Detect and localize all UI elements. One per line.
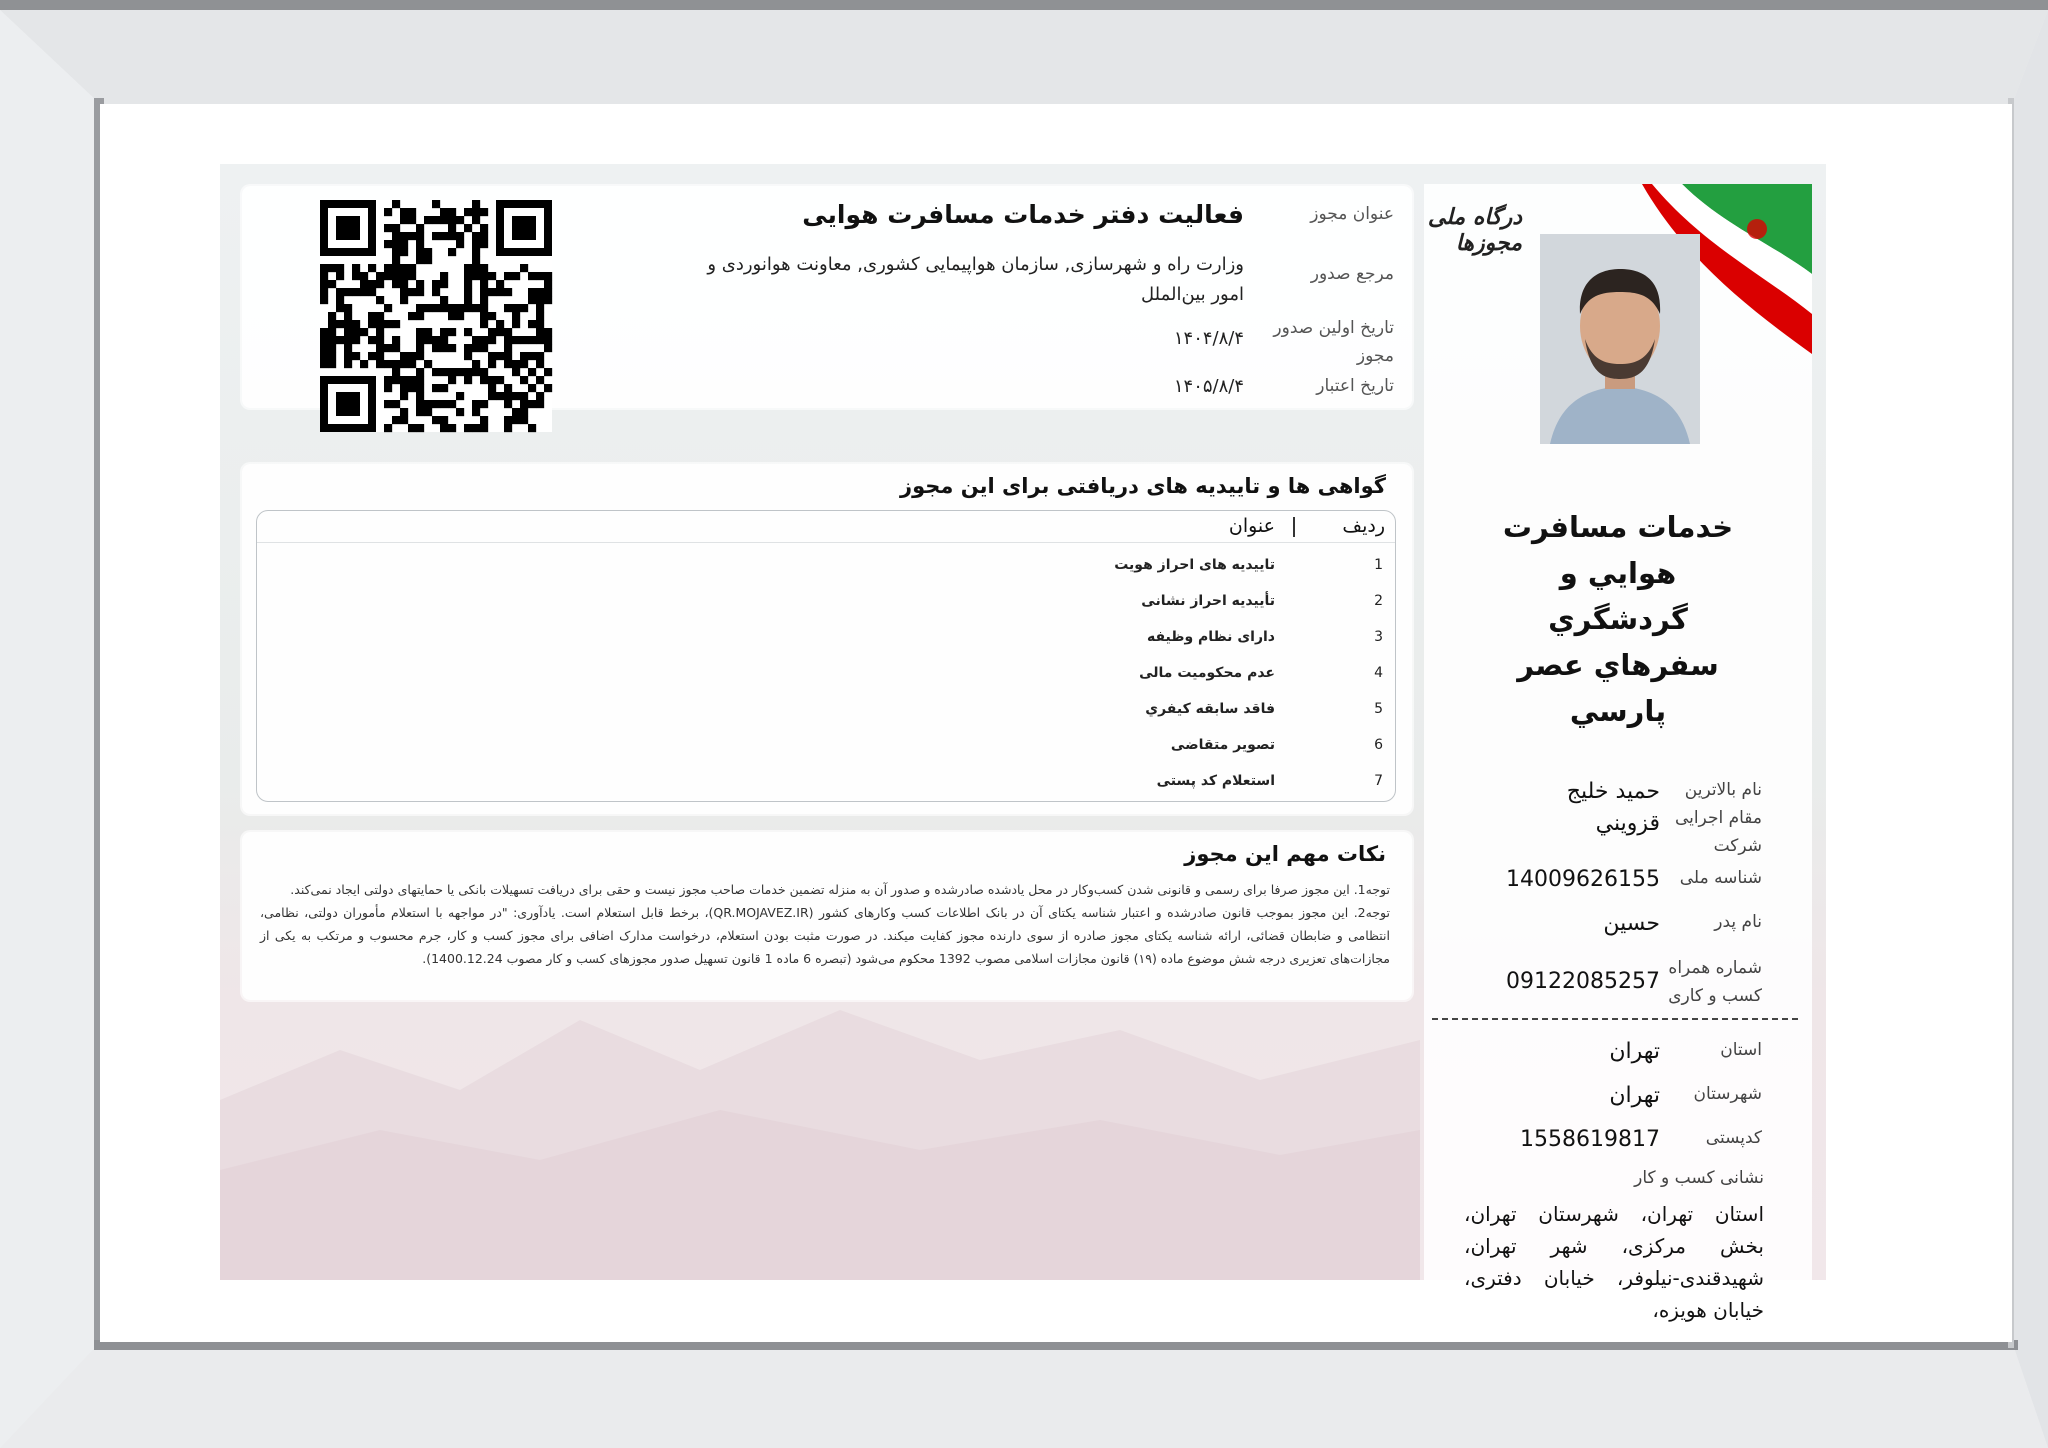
address-label: نشانی کسب و کار [1634,1168,1764,1188]
certificates-card [242,464,1412,814]
field-city: شهرستان تهران [1609,1083,1762,1108]
notes-body [260,878,1390,970]
col-title-header: عنوان [1228,515,1275,537]
holder-photo [1540,234,1700,444]
table-row: 5 فاقد سابقه کيفري [1145,701,1383,717]
table-row: 3 دارای نظام وظیفه [1146,629,1383,645]
license-validity: ۱۴۰۵/۸/۴ [1173,376,1244,397]
table-row: 4 عدم محکومیت مالی [1139,665,1383,681]
field-executive: نام بالاترین مقام اجرایی شرکت حمید خلیج قزويني [1566,779,1762,856]
note-1: توجه1. این مجوز صرفا برای رسمی و قانونی شدن کسب‌وکار در محل یادشده صادرشده و صدور آن به منزله تضمین خدمات صاحب مجوز نیست و حقی برای دریافت تسهیلات بانکی یا حمایتهای دولتی ایجاد نمی‌کند. [290,882,1390,897]
table-header [257,511,1395,543]
col-row-header: ردیف [1342,515,1385,537]
table-row: 7 استعلام کد پستی [1156,773,1383,789]
field-national-id: شناسه ملی 14009626155 [1506,867,1762,892]
important-notes-card [242,832,1412,1000]
license-issuer-row: مرجع صدور وزارت راه و شهرسازی, سازمان هواپیمایی کشوری, معاونت هوانوردی و امور بین‌الملل [684,250,1394,310]
license-issuer: وزارت راه و شهرسازی, سازمان هواپیمایی کشوری, معاونت هوانوردی و امور بین‌الملل [707,254,1244,305]
table-row: 6 تصویر متقاضی [1170,737,1383,753]
note-2: توجه2. این مجوز بموجب قانون صادرشده و اعتبار شناسه یکتای آن در بانک اطلاعات کسب وکارهای کشور (QR.MOJAVEZ.IR)، برخط قابل استعلام است. یادآوری: "در مواجهه با استعلام مأموران دولتی، نظامی، انتظامی و ضابطان قضائی، ارائه شناسه یکتای مجوز صادره از سوی دارنده مجوز کفایت میکند. در صورت مثبت بودن استعلام، درخواست مدارک اضافی برای مجوز کسب و کار، جرم محسوب و مرتکب به یکی از مجازات‌های تعزیری درجه شش موضوع ماده (۱۹) قانون مجازات اسلامی مصوب 1392 محکوم می‌شود (تبصره 6 ماده 1 قانون تسهیل صدور مجوزهای کسب و کار مصوب 1400.12.24). [260,905,1390,966]
field-postal-code: کدپستی 1558619817 [1520,1127,1762,1152]
license-title: فعالیت دفتر خدمات مسافرت هوایی [802,200,1244,229]
mountain-background [220,980,1420,1280]
license-validity-row: تاریخ اعتبار ۱۴۰۵/۸/۴ [684,372,1394,402]
license-first-issue: ۱۴۰۴/۸/۴ [1173,328,1244,349]
license-info-card [242,186,1412,408]
license-first-issue-row: تاریخ اولین صدور مجوز ۱۴۰۴/۸/۴ [684,314,1394,370]
notes-heading: نکات مهم این مجوز [1184,842,1386,866]
company-name: خدمات مسافرت هوايي و گردشگري سفرهاي عصر پارسي [1502,510,1734,728]
qr-code[interactable] [320,200,552,432]
table-row: 1 تاییدیه های احراز هویت [1114,557,1383,573]
section-divider [1432,1018,1798,1020]
field-province: استان تهران [1609,1039,1762,1064]
table-row: 2 تأییدیه احراز نشانی [1141,593,1383,609]
license-title-row: عنوان مجوز فعالیت دفتر خدمات مسافرت هوایی [684,200,1394,230]
certificates-table [256,510,1396,802]
column-separator [1293,517,1295,537]
field-father-name: نام پدر حسین [1603,911,1762,936]
portal-brand-logo: درگاه ملی مجوزها [1427,204,1522,256]
address-value: استان تهران، شهرستان تهران، بخش مرکزی، شهر تهران، شهیدقندی-نیلوفر، خیابان دفتری، خیابان هویزه، [1464,1202,1764,1322]
holder-panel [1424,184,1812,1322]
field-mobile: شماره همراه کسب و کاری 09122085257 [1506,958,1762,1006]
certificates-heading: گواهی ها و تاییدیه های دریافتی برای این مجوز [899,474,1386,498]
license-certificate [220,164,1826,1322]
